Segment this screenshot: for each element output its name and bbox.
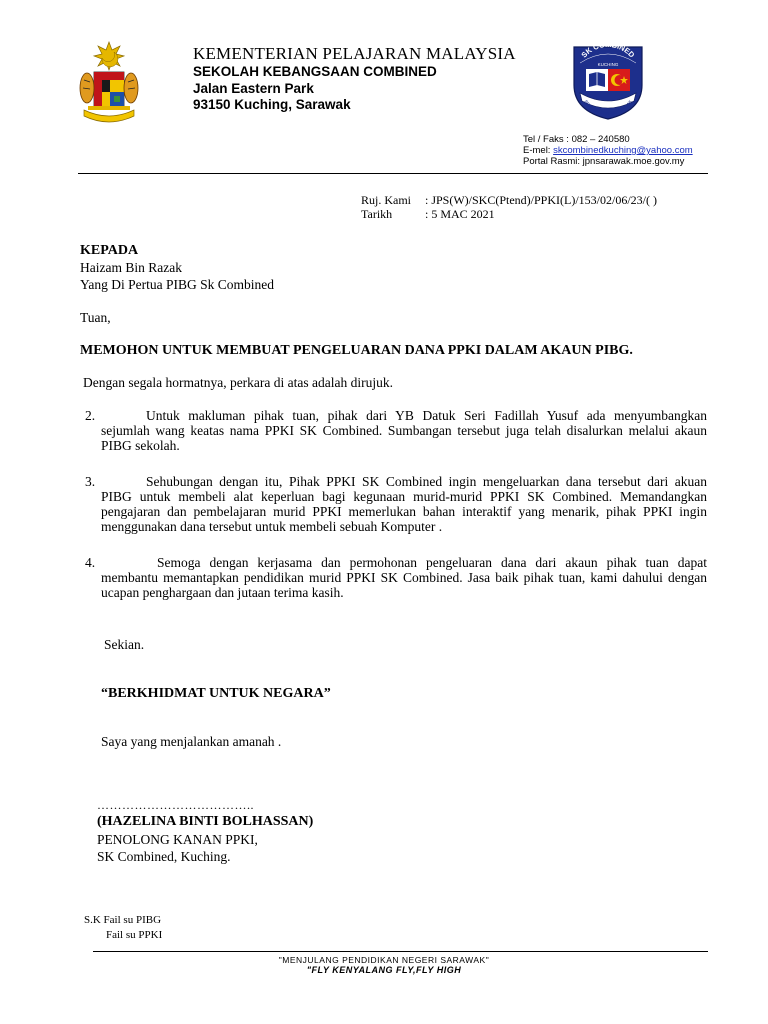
closing-amanah: Saya yang menjalankan amanah . [101,734,282,749]
badge-motto-text: BERILMU DAN BERAKHLAK [583,99,633,116]
paragraph-body: PIBG untuk membeli alat keperluan bagi kegunaan murid-murid PPKI SK Combined. Memandangkan pengajaran dan pembelajaran murid PPKI memerlukan bahan interaktif yang menarik, pihak PPKI ingin menggunakan dana tersebut untuk membeli sebuah Komputer . [101,489,707,534]
contact-email-link[interactable]: skcombinedkuching@yahoo.com [553,145,693,156]
contact-tel: Tel / Faks : 082 – 240580 [523,134,630,145]
recipient-heading: KEPADA [80,243,139,258]
coat-of-arms-icon [78,40,140,124]
recipient-position: Yang Di Pertua PIBG Sk Combined [80,277,275,292]
closing-motto: “BERKHIDMAT UNTUK NEGARA” [101,686,331,701]
signer-title: PENOLONG KANAN PPKI, [97,832,258,847]
cc-line-2: Fail su PPKI [106,929,163,941]
letter-subject: MEMOHON UNTUK MEMBUAT PENGELUARAN DANA PPKI DALAM AKAUN PIBG. [80,343,633,358]
salutation: Tuan, [80,310,111,325]
header-divider [78,173,708,174]
signer-name: (HAZELINA BINTI BOLHASSAN) [97,814,314,829]
date-label: Tarikh [361,207,393,221]
school-badge-icon [570,41,646,121]
ref-value: : JPS(W)/SKC(Ptend)/PPKI(L)/153/02/06/23/( ) [425,193,658,207]
contact-portal: Portal Rasmi: jpnsarawak.moe.gov.my [523,156,685,167]
paragraph-body: sejumlah wang keatas nama PPKI SK Combined. Sumbangan tersebut juga telah disalurkan melalui akaun PIBG sekolah. [101,423,707,453]
paragraph-number: 2. [85,408,96,423]
footer-slogan-2: "FLY KENYALANG FLY,FLY HIGH [306,965,462,975]
badge-top-text: SK COMBINED [579,41,637,60]
contact-email-label: E-mel: [523,145,554,156]
signature-line: ……………………………….. [97,798,254,812]
signer-org: SK Combined, Kuching. [97,849,231,864]
opening-line: Dengan segala hormatnya, perkara di atas adalah dirujuk. [83,375,393,390]
date-value: : 5 MAC 2021 [425,207,495,221]
paragraph-first-line: Semoga dengan kerjasama dan permohonan pengeluaran dana dari akaun pihak tuan dapat [157,555,707,570]
footer-divider [93,951,708,952]
school-city: 93150 Kuching, Sarawak [193,97,351,112]
cc-line-1: S.K Fail su PIBG [84,914,162,926]
paragraph-first-line: Untuk makluman pihak tuan, pihak dari YB Datuk Seri Fadillah Yusuf ada menyumbangkan [146,408,707,423]
school-street: Jalan Eastern Park [193,81,314,96]
school-name: SEKOLAH KEBANGSAAN COMBINED [193,64,437,79]
closing-sekian: Sekian. [104,637,145,652]
paragraph-first-line: Sehubungan dengan itu, Pihak PPKI SK Combined ingin mengeluarkan dana tersebut dari akuan [146,474,707,489]
paragraph-number: 3. [85,474,96,489]
footer-slogan-1: "MENJULANG PENDIDIKAN NEGERI SARAWAK" [278,955,490,965]
ministry-name: KEMENTERIAN PELAJARAN MALAYSIA [193,44,516,63]
paragraph-number: 4. [85,555,96,570]
recipient-name: Haizam Bin Razak [80,260,182,275]
paragraph-body: membantu memantapkan pendidikan murid PPKI SK Combined. Jasa baik pihak tuan, kami dahului dengan ucapan penghargaan dan jutaan terima kasih. [101,570,707,600]
badge-sub-text: KUCHING [597,62,619,67]
ref-label: Ruj. Kami [361,193,411,207]
